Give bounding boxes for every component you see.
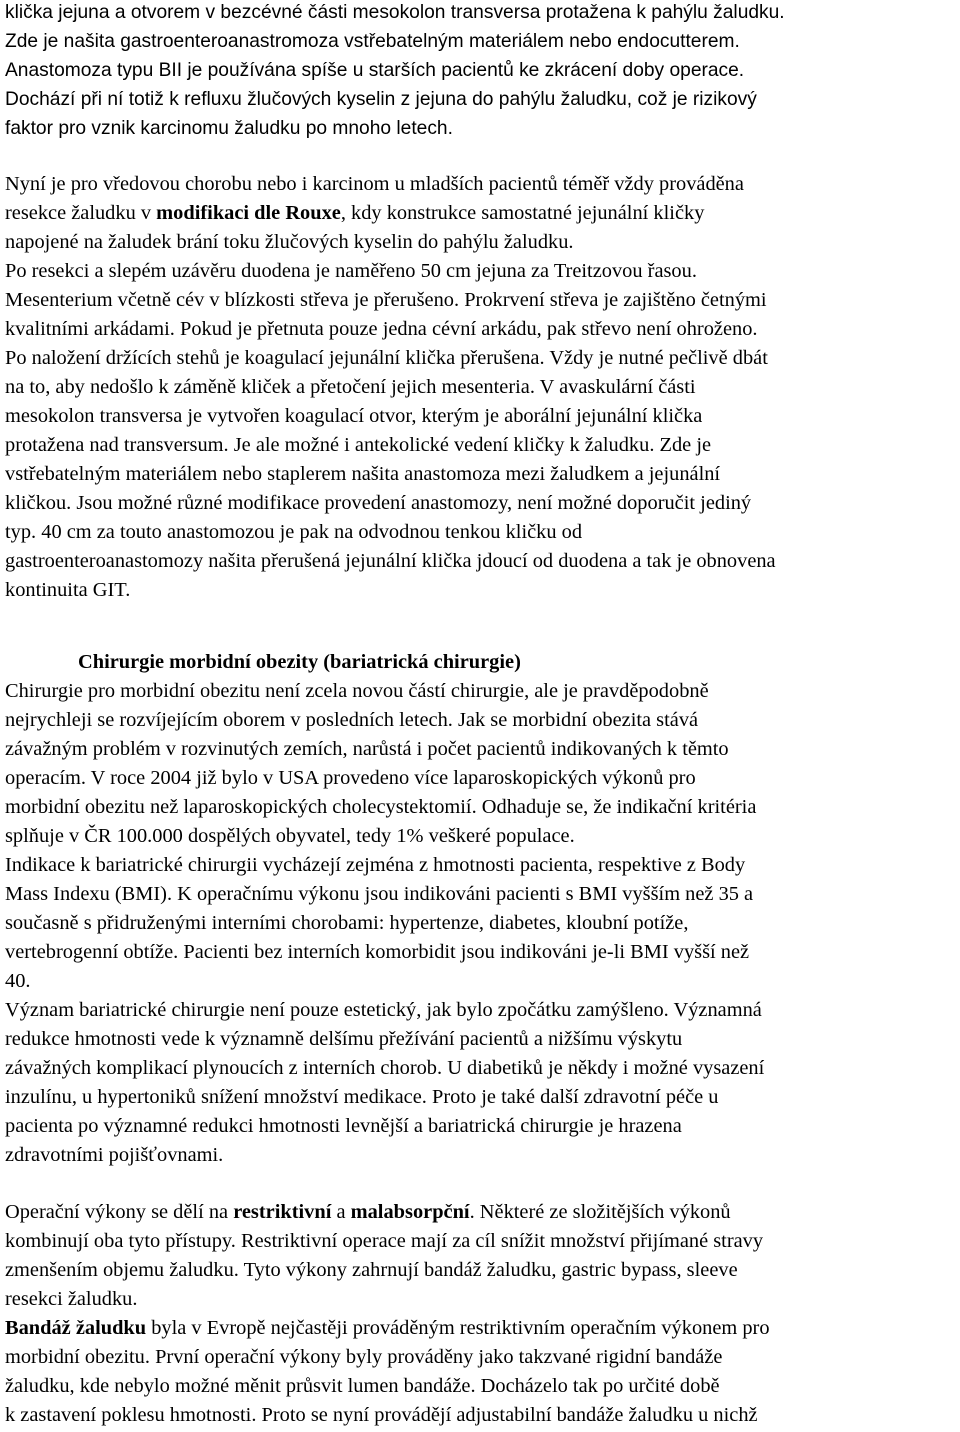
text-line: na to, aby nedošlo k záměně kliček a přetočení jejich mesenteria. V avaskulární části xyxy=(5,376,696,398)
text-line: Nyní je pro vředovou chorobu nebo i karcinom u mladších pacientů téměř vždy prováděna xyxy=(5,173,744,195)
text-line: faktor pro vznik karcinomu žaludku po mnoho letech. xyxy=(5,118,453,139)
bold-term-restrictive: restriktivní xyxy=(233,1201,332,1223)
text-line xyxy=(5,1314,960,1343)
text-line: kličkou. Jsou možné různé modifikace provedení anastomozy, není možné doporučit jediný xyxy=(5,492,752,514)
text-line: Indikace k bariatrické chirurgii vycházejí zejména z hmotnosti pacienta, respektive z Body xyxy=(5,854,746,876)
text-line: Mesenterium včetně cév v blízkosti střeva je přerušeno. Prokrvení střeva je zajištěno četnými xyxy=(5,289,767,311)
text-line: Anastomoza typu BII je používána spíše u starších pacientů ke zkrácení doby operace. xyxy=(5,60,745,81)
text-line: mesokolon transversa je vytvořen koagulací otvor, kterým je aborální jejunální klička xyxy=(5,405,703,427)
text-line: Dochází při ní totiž k refluxu žlučových kyselin z jejuna do pahýlu žaludku, což je rizikový xyxy=(5,89,757,110)
text-line: Po resekci a slepém uzávěru duodena je naměřeno 50 cm jejuna za Treitzovou řasou. xyxy=(5,260,697,282)
text-line: gastroenteroanastomozy našita přerušená jejunální klička jdoucí od duodena a tak je obnovena xyxy=(5,550,776,572)
text-line: typ. 40 cm za touto anastomozou je pak na odvodnou tenkou kličku od xyxy=(5,521,583,543)
text-line xyxy=(5,199,960,228)
text-line: zdravotními pojišťovnami. xyxy=(5,1144,224,1166)
text-line: žaludku, kde nebylo možné měnit průsvit lumen bandáže. Docházelo tak po určité době xyxy=(5,1375,720,1397)
paragraph-anastomosis-bii xyxy=(5,0,960,143)
text-line: morbidní obezitu než laparoskopických cholecystektomií. Odhaduje se, že indikační kritéria xyxy=(5,796,757,818)
text-segment: resekce žaludku v xyxy=(5,202,157,224)
text-line: závažných komplikací plynoucích z interních chorob. U diabetiků je někdy i možné vysazení xyxy=(5,1057,765,1079)
text-line: inzulínu, u hypertoniků snížení množství medikace. Proto je také další zdravotní péče u xyxy=(5,1086,719,1108)
bold-term-gastric-banding: Bandáž žaludku xyxy=(5,1317,147,1339)
text-line: Význam bariatrické chirurgie není pouze estetický, jak bylo zpočátku zamýšleno. Významná xyxy=(5,999,762,1021)
text-line: zmenšením objemu žaludku. Tyto výkony zahrnují bandáž žaludku, gastric bypass, sleeve xyxy=(5,1259,738,1281)
text-line xyxy=(5,1198,960,1227)
text-line: Zde je našita gastroenteroanastromoza vstřebatelným materiálem nebo endocutterem. xyxy=(5,31,740,52)
text-line: nejrychleji se rozvíjejícím oborem v posledních letech. Jak se morbidní obezita stává xyxy=(5,709,699,731)
text-segment: , kdy konstrukce samostatné jejunální kličky xyxy=(340,202,705,224)
text-line: operacím. V roce 2004 již bylo v USA provedeno více laparoskopických výkonů pro xyxy=(5,767,696,789)
text-segment: Operační výkony se dělí na xyxy=(5,1201,234,1223)
text-line: vstřebatelným materiálem nebo staplerem našita anastomoza mezi žaludkem a jejunální xyxy=(5,463,721,485)
bold-term-roux: modifikaci dle Rouxe xyxy=(156,202,341,224)
text-line: klička jejuna a otvorem v bezcévné části mesokolon transversa protažena k pahýlu žaludku. xyxy=(5,2,785,23)
text-line: resekci žaludku. xyxy=(5,1288,138,1310)
text-line: redukce hmotnosti vede k významně delšímu přežívání pacientů a nižšímu výskytu xyxy=(5,1028,683,1050)
section-heading: Chirurgie morbidní obezity (bariatrická chirurgie) xyxy=(78,651,521,673)
text-segment: a xyxy=(331,1201,351,1223)
text-segment: byla v Evropě nejčastěji prováděným restriktivním operačním výkonem pro xyxy=(146,1317,770,1339)
text-segment: . Některé ze složitějších výkonů xyxy=(469,1201,731,1223)
text-line: k zastavení poklesu hmotnosti. Proto se nyní provádějí adjustabilní bandáže žaludku u nichž xyxy=(5,1404,758,1426)
text-line: kombinují oba tyto přístupy. Restriktivní operace mají za cíl snížit množství přijímané stravy xyxy=(5,1230,764,1252)
text-line: morbidní obezitu. První operační výkony byly prováděny jako takzvané rigidní bandáže xyxy=(5,1346,723,1368)
paragraph-roux-modification xyxy=(5,170,960,605)
text-line: Mass Indexu (BMI). K operačnímu výkonu jsou indikováni pacienti s BMI vyšším než 35 a xyxy=(5,883,754,905)
text-line: vertebrogenní obtíže. Pacienti bez interních komorbidit jsou indikováni je-li BMI vyšší než xyxy=(5,941,750,963)
bold-term-malabsorptive: malabsorpční xyxy=(350,1201,470,1223)
text-line: Po naložení držících stehů je koagulací jejunální klička přerušena. Vždy je nutné pečlivě dbát xyxy=(5,347,768,369)
text-line: kontinuita GIT. xyxy=(5,579,131,601)
text-line: současně s přidruženými interními chorobami: hypertenze, diabetes, kloubní potíže, xyxy=(5,912,689,934)
text-line: pacienta po významné redukci hmotnosti levnější a bariatrická chirurgie je hrazena xyxy=(5,1115,682,1137)
text-line: kvalitními arkádami. Pokud je přetnuta pouze jedna cévní arkádu, pak střevo není ohroženo. xyxy=(5,318,758,340)
text-line: Chirurgie pro morbidní obezitu není zcela novou částí chirurgie, ale je pravděpodobně xyxy=(5,680,709,702)
section-bariatric-surgery xyxy=(5,648,960,1170)
text-line: 40. xyxy=(5,970,31,992)
text-line: závažným problém v rozvinutých zemích, narůstá i počet pacientů indikovaných k těmto xyxy=(5,738,729,760)
paragraph-operation-types xyxy=(5,1198,960,1430)
text-line: napojené na žaludek brání toku žlučových kyselin do pahýlu žaludku. xyxy=(5,231,574,253)
text-line: protažena nad transversum. Je ale možné i antekolické vedení kličky k žaludku. Zde je xyxy=(5,434,712,456)
text-line: splňuje v ČR 100.000 dospělých obyvatel, tedy 1% veškeré populace. xyxy=(5,825,575,847)
